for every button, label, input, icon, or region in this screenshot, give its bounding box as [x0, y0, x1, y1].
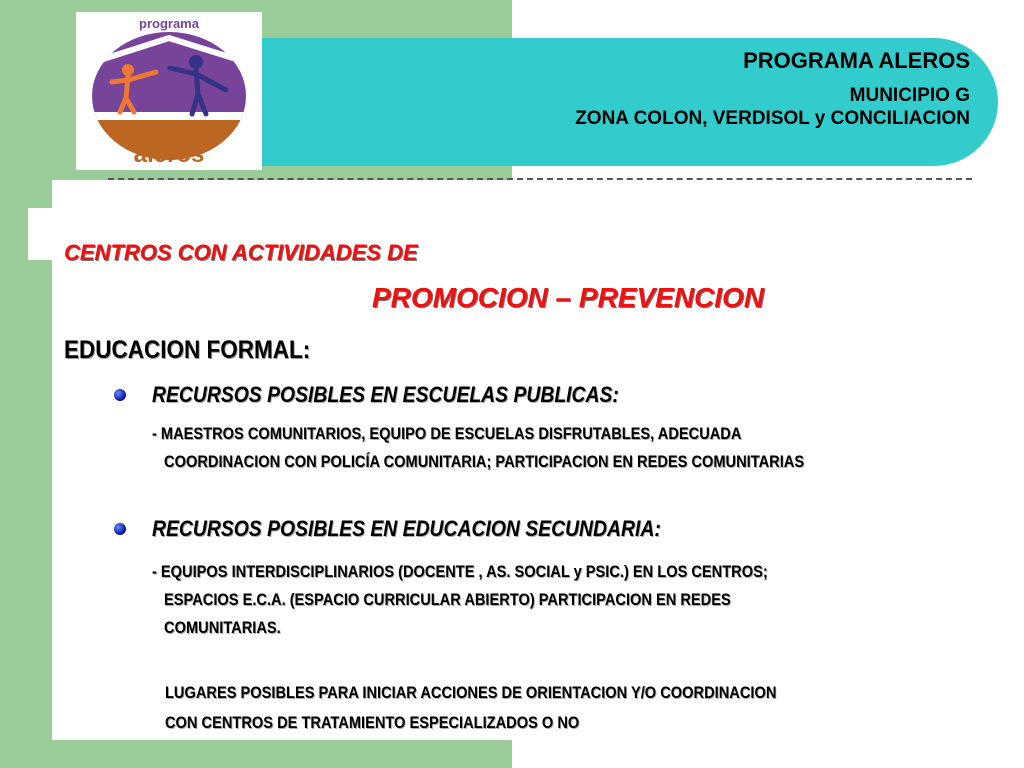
detail-line: COORDINACION CON POLICÍA COMUNITARIA; PARTICIPACION EN REDES COMUNITARIAS [164, 452, 805, 471]
closing-line: LUGARES POSIBLES PARA INICIAR ACCIONES DE ORIENTACION Y/O COORDINACION [165, 683, 777, 702]
detail-line: - EQUIPOS INTERDISCIPLINARIOS (DOCENTE , AS. SOCIAL y PSIC.) EN LOS CENTROS; [152, 562, 768, 581]
section-title: EDUCACION FORMAL: [64, 336, 311, 364]
bullet-item-secundaria [114, 516, 730, 542]
bullet-label: RECURSOS POSIBLES EN EDUCACION SECUNDARIA: [152, 516, 661, 541]
logo-top-text: programa [139, 16, 199, 31]
heading-line-1: CENTROS CON ACTIVIDADES DE [64, 240, 418, 265]
bullet-label: RECURSOS POSIBLES EN ESCUELAS PUBLICAS: [152, 382, 619, 407]
closing-line: CON CENTROS DE TRATAMIENTO ESPECIALIZADOS O NO [165, 713, 580, 732]
municipio-label: MUNICIPIO G [849, 85, 970, 106]
detail-line: - MAESTROS COMUNITARIOS, EQUIPO DE ESCUELAS DISFRUTABLES, ADECUADA [152, 424, 742, 443]
bullet-detail-secundaria [152, 558, 768, 642]
bullet-dot-icon [114, 523, 126, 535]
header-title-block [575, 48, 970, 130]
heading-line-2: PROMOCION – PREVENCION [372, 282, 765, 313]
logo-graphic [76, 12, 262, 170]
logo-bottom-text: aleros [133, 141, 205, 168]
zone-label: ZONA COLON, VERDISOL y CONCILIACION [575, 108, 970, 129]
aleros-logo [76, 12, 262, 170]
page-title: PROGRAMA ALEROS [743, 48, 970, 73]
header-divider [108, 178, 972, 180]
bullet-dot-icon [114, 389, 126, 401]
detail-line: COMUNITARIAS. [164, 618, 281, 637]
bullet-item-escuelas [114, 382, 683, 408]
closing-paragraph [165, 678, 776, 738]
panel-notch [28, 208, 68, 260]
detail-line: ESPACIOS E.C.A. (ESPACIO CURRICULAR ABIERTO) PARTICIPACION EN REDES [164, 590, 731, 609]
bullet-detail-escuelas [152, 420, 804, 476]
